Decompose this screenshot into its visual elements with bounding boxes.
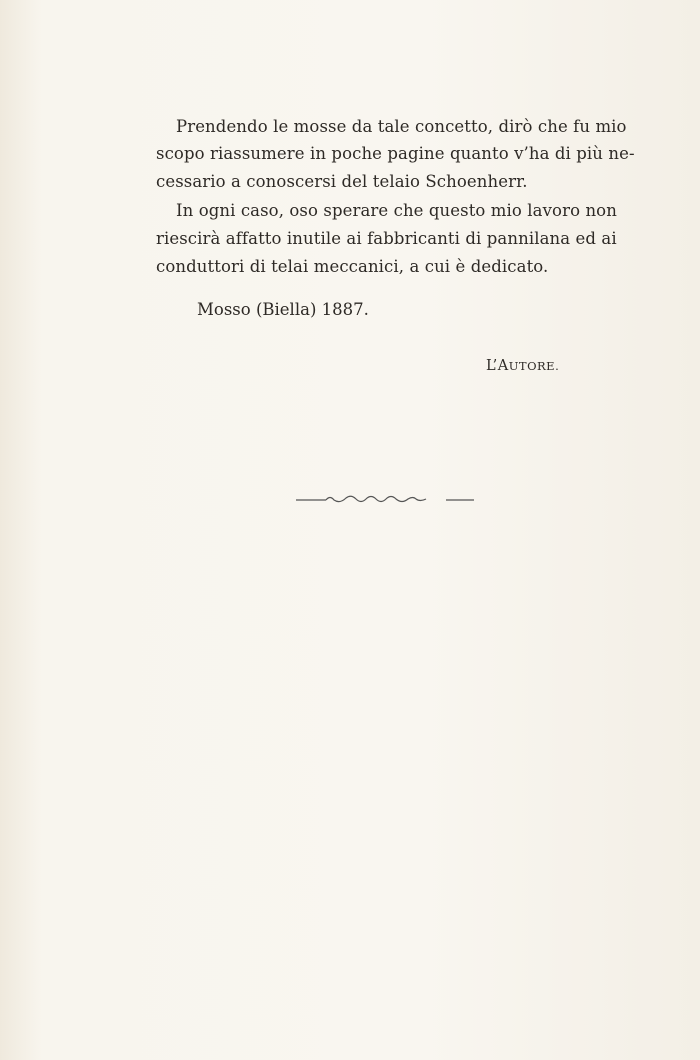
ornament-divider-icon	[296, 492, 474, 506]
text-line: Prendendo le mosse da tale concetto, dirò che fu mio	[176, 117, 627, 136]
signature-initial: L’A	[486, 358, 509, 374]
text-line: cessario a conoscersi del telaio Schoenherr.	[156, 172, 528, 191]
text-line: scopo riassumere in poche pagine quanto v’ha di più ne-	[156, 144, 635, 163]
signature-rest: UTORE.	[508, 359, 560, 373]
place-date: Mosso (Biella) 1887.	[197, 300, 369, 319]
author-signature	[486, 358, 559, 374]
text-line: conduttori di telai meccanici, a cui è dedicato.	[156, 257, 549, 276]
text-line: In ogni caso, oso sperare che questo mio lavoro non	[176, 201, 617, 220]
text-line: riescirà affatto inutile ai fabbricanti di pannilana ed ai	[156, 229, 617, 248]
